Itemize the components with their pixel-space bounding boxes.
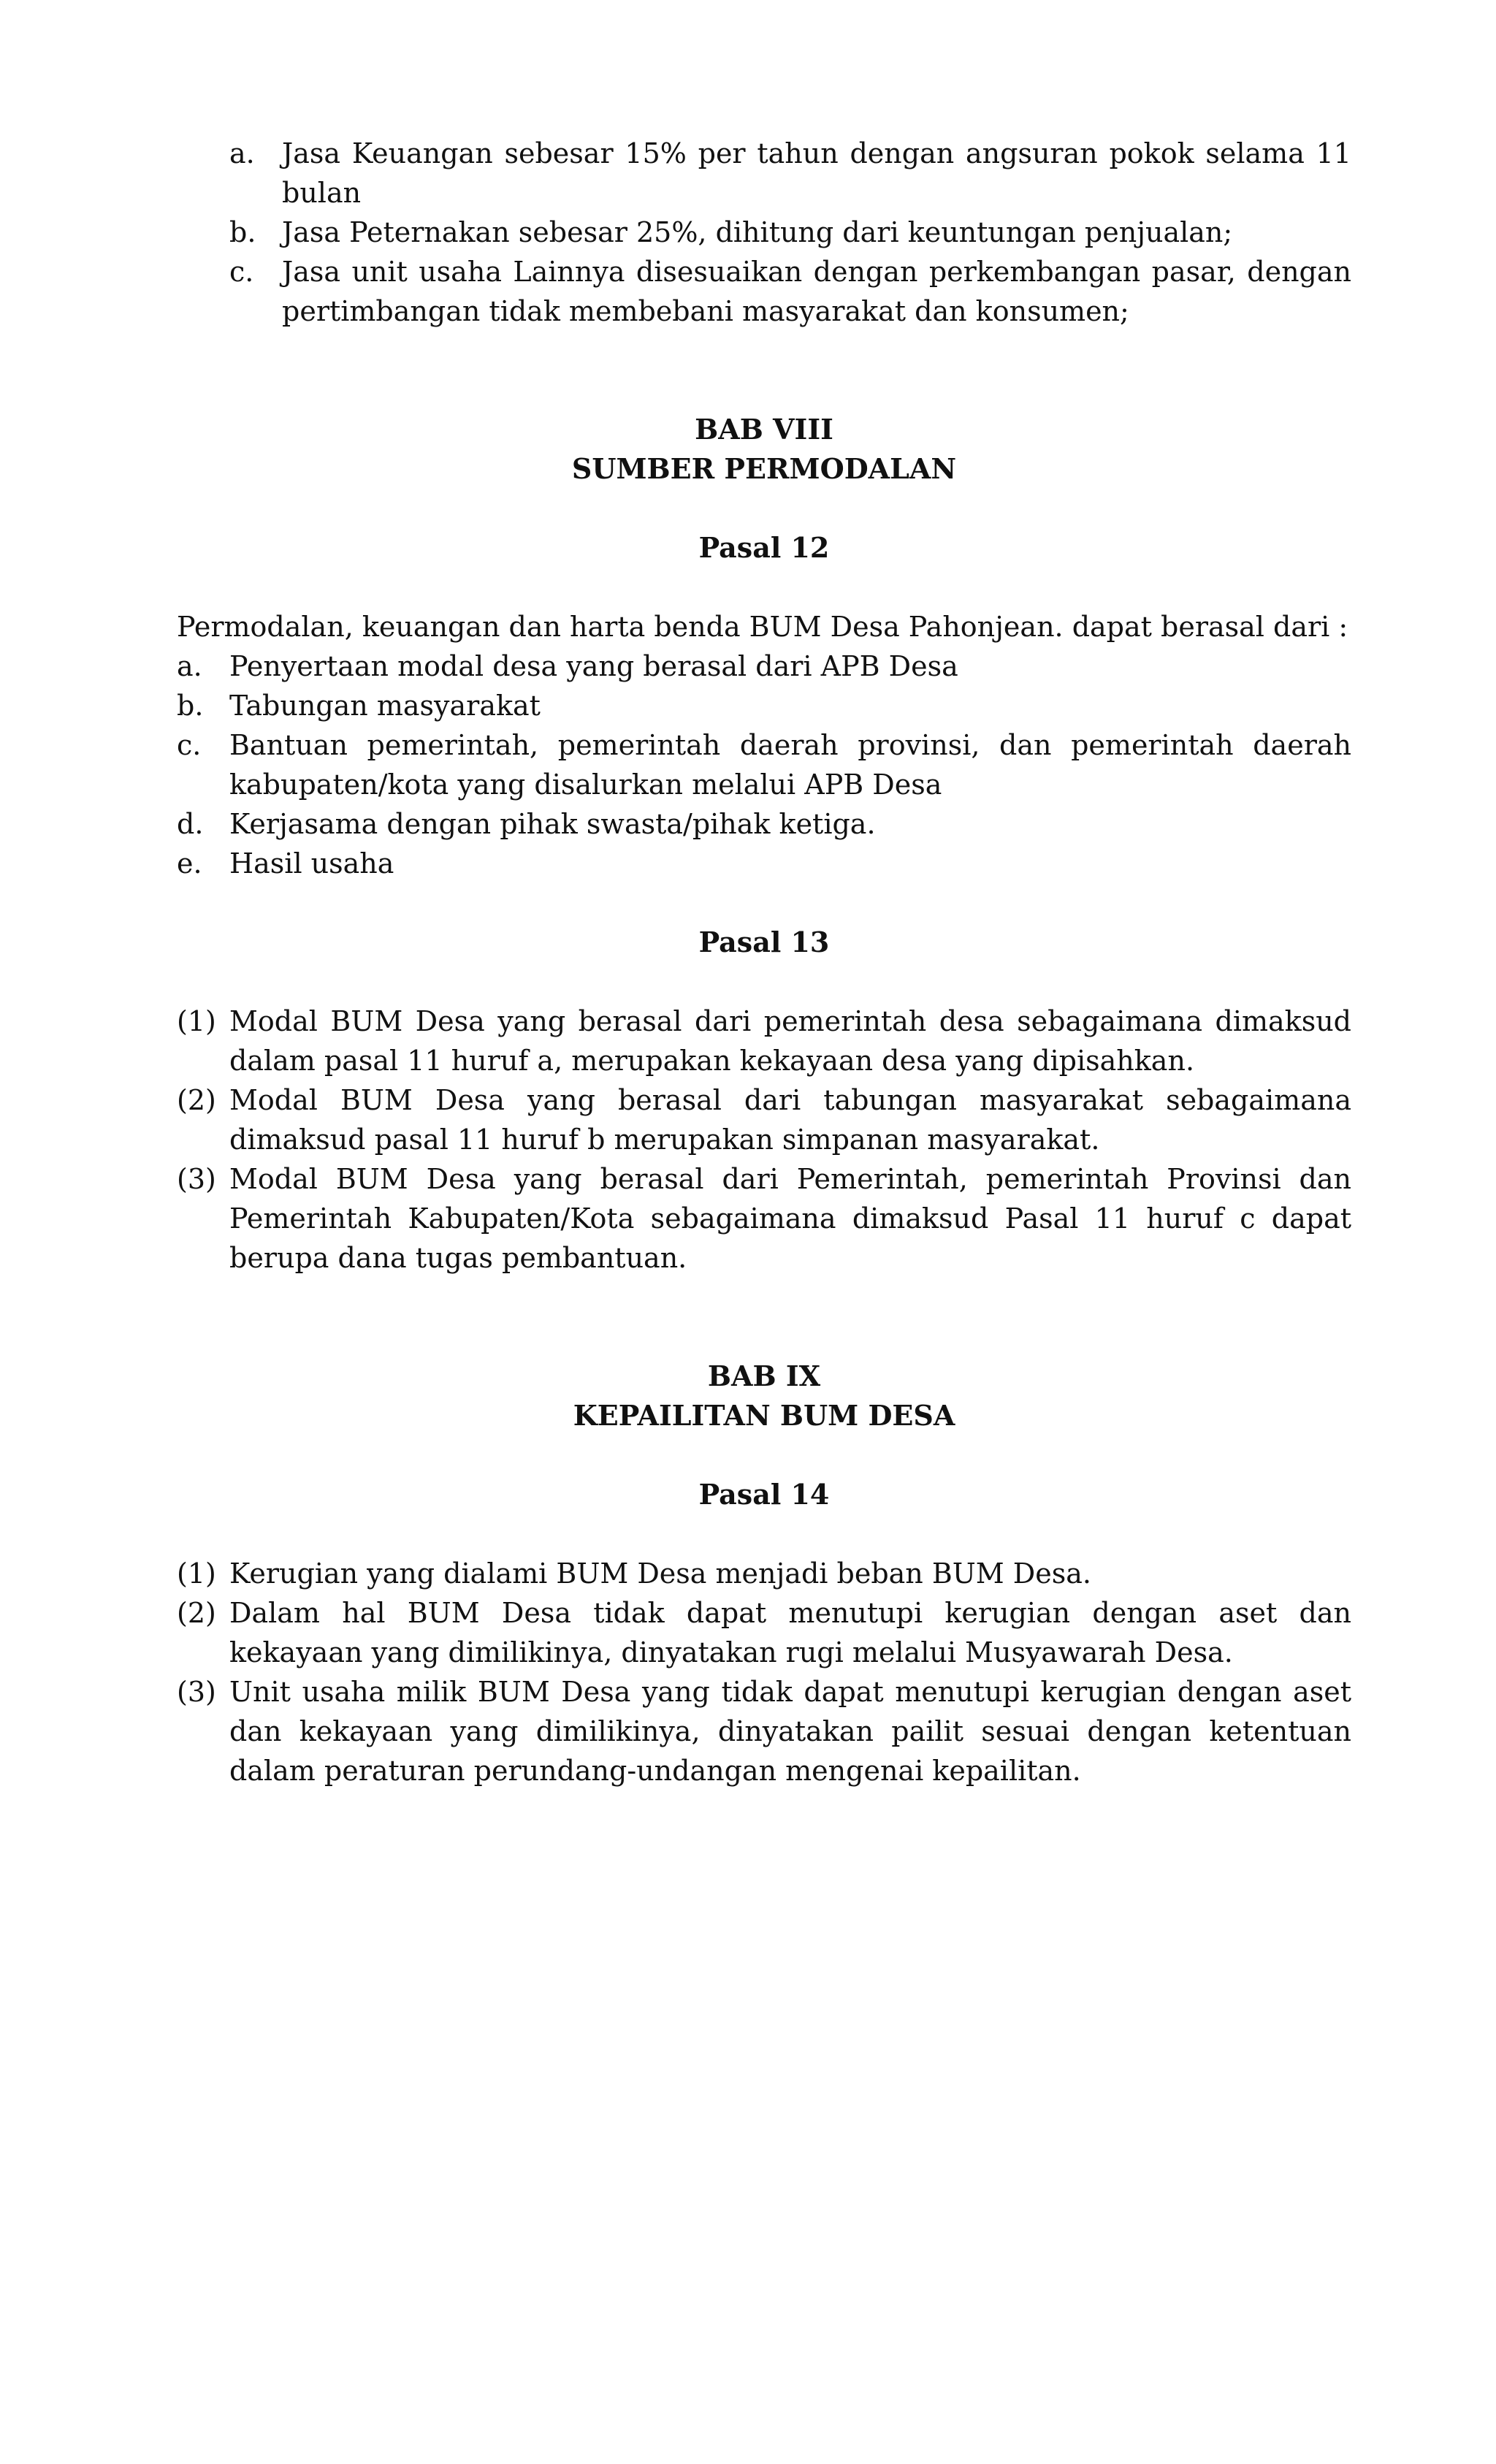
- list-marker: e.: [177, 847, 202, 880]
- spacer: [177, 331, 1351, 410]
- chapter-title: BAB VIII: [695, 413, 833, 446]
- list-text: Jasa Peternakan sebesar 25%, dihitung dari keuntungan penjualan;: [282, 216, 1233, 248]
- list-item: [177, 1159, 1351, 1278]
- list-item: [177, 804, 1351, 844]
- document-content: [177, 134, 1351, 1790]
- list-text: Modal BUM Desa yang berasal dari Pemerintah, pemerintah Provinsi dan Pemerintah Kabupaten/Kota sebagaimana dimaksud Pasal 11 huruf c dapat berupa dana tugas pembantuan.: [229, 1163, 1351, 1274]
- list-item: [177, 1554, 1351, 1593]
- spacer: [177, 962, 1351, 1002]
- chapter-title: BAB IX: [707, 1359, 821, 1392]
- article-heading: Pasal 13: [698, 926, 830, 958]
- chapter-subtitle: SUMBER PERMODALAN: [571, 452, 957, 485]
- list-marker: (3): [177, 1676, 216, 1708]
- list-item: [177, 646, 1351, 686]
- list-marker: a.: [177, 650, 202, 682]
- chapter-subtitle: KEPAILITAN BUM DESA: [573, 1399, 955, 1432]
- capital-provisions-list: [177, 1002, 1351, 1278]
- list-item: [177, 1080, 1351, 1159]
- list-item: [177, 844, 1351, 883]
- spacer: [177, 1514, 1351, 1554]
- spacer: [177, 1278, 1351, 1357]
- list-text: Penyertaan modal desa yang berasal dari APB Desa: [229, 650, 958, 682]
- list-marker: d.: [177, 808, 204, 840]
- spacer: [177, 883, 1351, 923]
- list-text: Jasa Keuangan sebesar 15% per tahun dengan angsuran pokok selama 11 bulan: [282, 137, 1351, 209]
- list-item: [177, 1672, 1351, 1790]
- list-text: Hasil usaha: [229, 847, 394, 880]
- list-marker: (1): [177, 1557, 216, 1590]
- bankruptcy-provisions-list: [177, 1554, 1351, 1790]
- list-text: Dalam hal BUM Desa tidak dapat menutupi kerugian dengan aset dan kekayaan yang dimilikinya, dinyatakan rugi melalui Musyawarah Desa.: [229, 1597, 1351, 1668]
- list-item: [177, 686, 1351, 725]
- list-marker: a.: [229, 137, 255, 169]
- list-item: [229, 252, 1351, 331]
- list-item: [177, 1593, 1351, 1672]
- list-marker: (1): [177, 1005, 216, 1037]
- list-item: [229, 213, 1351, 252]
- list-marker: (2): [177, 1084, 216, 1116]
- spacer: [177, 489, 1351, 528]
- list-text: Unit usaha milik BUM Desa yang tidak dapat menutupi kerugian dengan aset dan kekayaan yang dimilikinya, dinyatakan pailit sesuai dengan ketentuan dalam peraturan perundang-undangan mengenai kepailitan.: [229, 1676, 1351, 1787]
- list-item: [177, 725, 1351, 804]
- spacer: [177, 1435, 1351, 1475]
- list-marker: b.: [229, 216, 256, 248]
- tariff-list: [229, 134, 1351, 331]
- list-marker: b.: [177, 690, 204, 722]
- list-text: Modal BUM Desa yang berasal dari tabungan masyarakat sebagaimana dimaksud pasal 11 huruf b merupakan simpanan masyarakat.: [229, 1084, 1351, 1156]
- article-intro: Permodalan, keuangan dan harta benda BUM Desa Pahonjean. dapat berasal dari :: [177, 611, 1348, 643]
- article-heading: Pasal 12: [698, 531, 830, 564]
- spacer: [177, 568, 1351, 607]
- list-marker: (2): [177, 1597, 216, 1629]
- article-heading: Pasal 14: [698, 1478, 830, 1511]
- list-marker: c.: [177, 729, 202, 761]
- list-marker: c.: [229, 256, 254, 288]
- list-text: Modal BUM Desa yang berasal dari pemerintah desa sebagaimana dimaksud dalam pasal 11 huruf a, merupakan kekayaan desa yang dipisahkan.: [229, 1005, 1351, 1077]
- list-item: [229, 134, 1351, 213]
- list-text: Kerugian yang dialami BUM Desa menjadi beban BUM Desa.: [229, 1557, 1091, 1590]
- list-item: [177, 1002, 1351, 1080]
- list-text: Kerjasama dengan pihak swasta/pihak ketiga.: [229, 808, 876, 840]
- capital-sources-list: [177, 646, 1351, 883]
- list-text: Tabungan masyarakat: [229, 690, 541, 722]
- list-text: Jasa unit usaha Lainnya disesuaikan dengan perkembangan pasar, dengan pertimbangan tidak membebani masyarakat dan konsumen;: [282, 256, 1351, 327]
- list-text: Bantuan pemerintah, pemerintah daerah provinsi, dan pemerintah daerah kabupaten/kota yang disalurkan melalui APB Desa: [229, 729, 1351, 801]
- list-marker: (3): [177, 1163, 216, 1195]
